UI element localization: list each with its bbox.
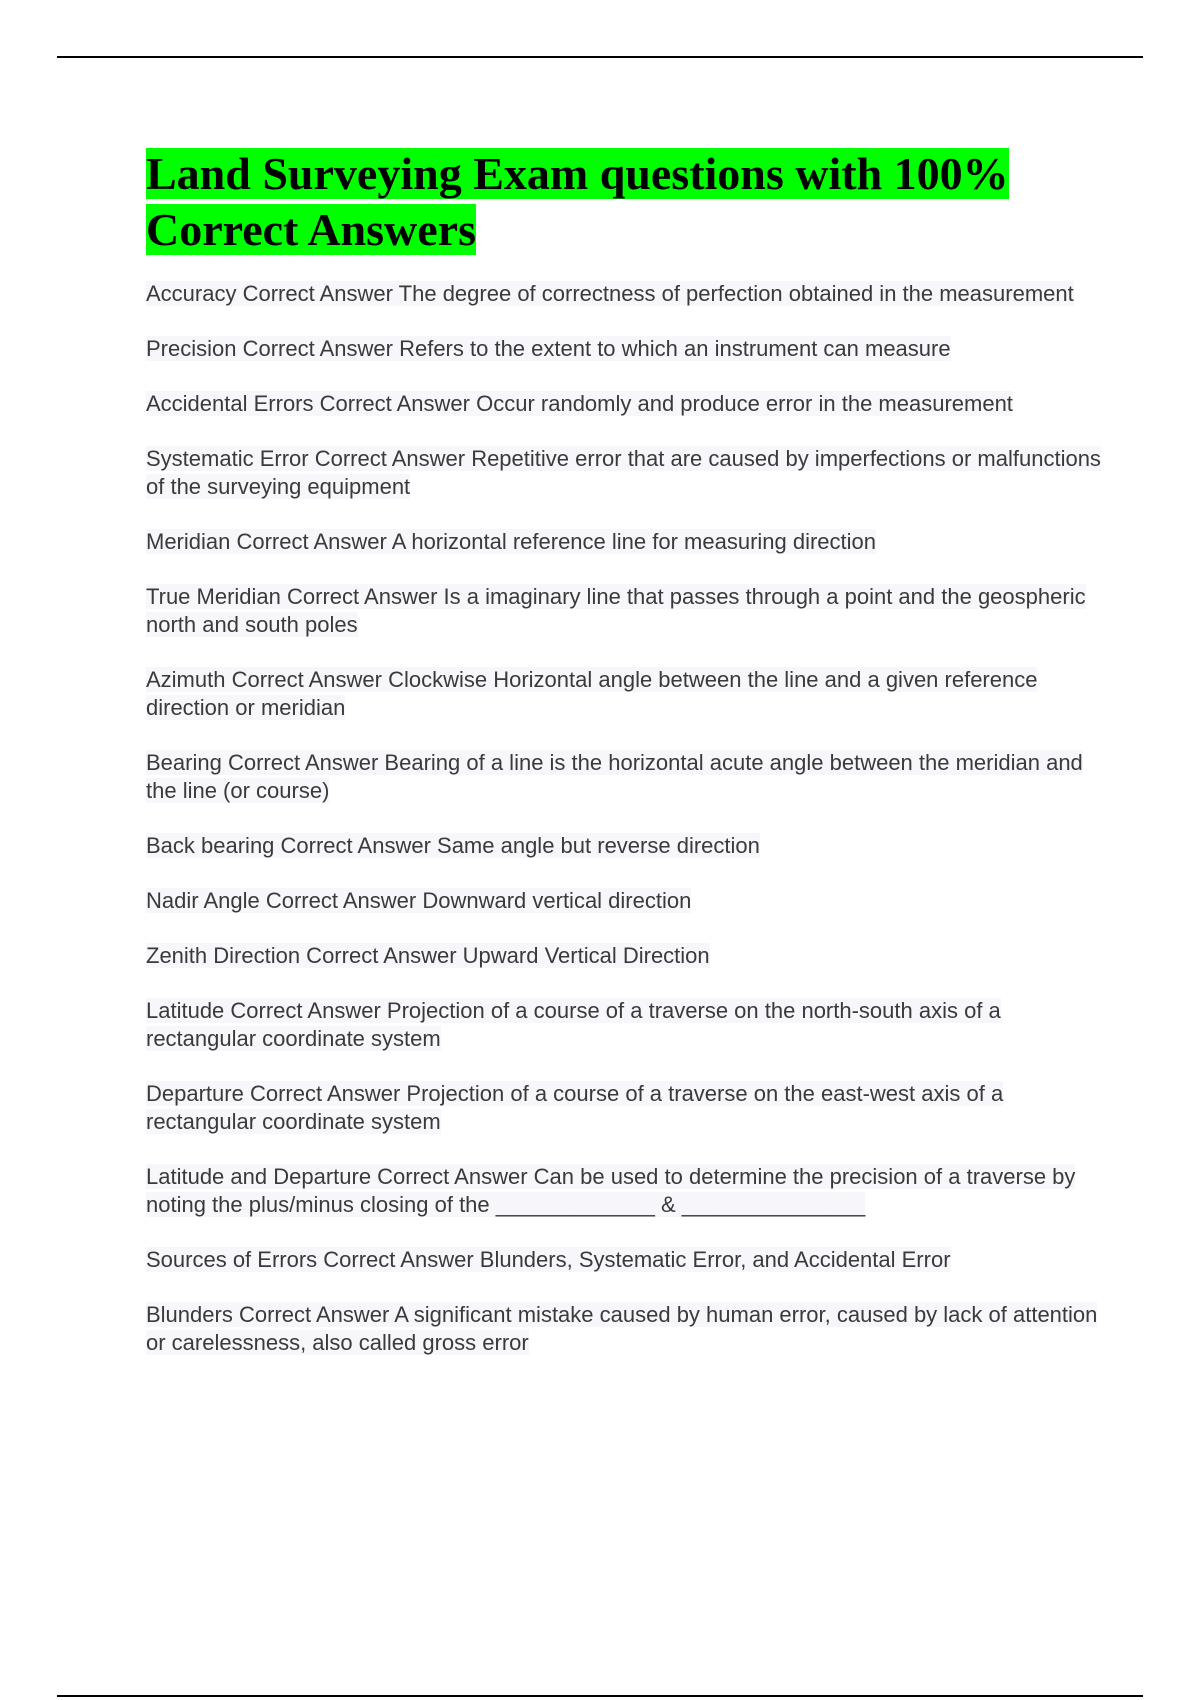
qa-item xyxy=(146,832,1106,860)
qa-item xyxy=(146,997,1106,1053)
document-title-text: Land Surveying Exam questions with 100% Correct Answers xyxy=(146,148,1009,255)
qa-text: Accidental Errors Correct Answer Occur randomly and produce error in the measurement xyxy=(146,391,1013,416)
document-title xyxy=(146,146,1106,258)
qa-item xyxy=(146,583,1106,639)
qa-item xyxy=(146,1246,1106,1274)
qa-item xyxy=(146,887,1106,915)
qa-text: Bearing Correct Answer Bearing of a line is the horizontal acute angle between the meridian and the line (or course) xyxy=(146,750,1083,803)
qa-item xyxy=(146,1080,1106,1136)
qa-text: Latitude Correct Answer Projection of a course of a traverse on the north-south axis of a rectangular coordinate system xyxy=(146,998,1001,1051)
qa-item xyxy=(146,942,1106,970)
qa-item xyxy=(146,1301,1106,1357)
qa-text: True Meridian Correct Answer Is a imaginary line that passes through a point and the geospheric north and south poles xyxy=(146,584,1086,637)
qa-text: Meridian Correct Answer A horizontal reference line for measuring direction xyxy=(146,529,877,554)
qa-item xyxy=(146,445,1106,501)
qa-item xyxy=(146,390,1106,418)
qa-item xyxy=(146,749,1106,805)
qa-text: Sources of Errors Correct Answer Blunders, Systematic Error, and Accidental Error xyxy=(146,1247,951,1272)
qa-text: Systematic Error Correct Answer Repetitive error that are caused by imperfections or malfunctions of the surveying equipment xyxy=(146,446,1101,499)
qa-text: Latitude and Departure Correct Answer Can be used to determine the precision of a traverse by noting the plus/minus closing of the _____________ & _______________ xyxy=(146,1164,1076,1217)
page-top-rule xyxy=(57,56,1143,58)
qa-text: Zenith Direction Correct Answer Upward Vertical Direction xyxy=(146,943,710,968)
qa-item xyxy=(146,1163,1106,1219)
qa-text: Precision Correct Answer Refers to the extent to which an instrument can measure xyxy=(146,336,951,361)
qa-text: Nadir Angle Correct Answer Downward vertical direction xyxy=(146,888,692,913)
qa-text: Departure Correct Answer Projection of a course of a traverse on the east-west axis of a rectangular coordinate system xyxy=(146,1081,1004,1134)
qa-text: Azimuth Correct Answer Clockwise Horizontal angle between the line and a given reference direction or meridian xyxy=(146,667,1038,720)
document-body xyxy=(146,146,1106,1384)
qa-item xyxy=(146,528,1106,556)
qa-item xyxy=(146,280,1106,308)
qa-list xyxy=(146,280,1106,1357)
qa-text: Accuracy Correct Answer The degree of correctness of perfection obtained in the measurement xyxy=(146,281,1074,306)
qa-text: Back bearing Correct Answer Same angle but reverse direction xyxy=(146,833,760,858)
qa-item xyxy=(146,335,1106,363)
qa-text: Blunders Correct Answer A significant mistake caused by human error, caused by lack of attention or carelessness, also called gross error xyxy=(146,1302,1098,1355)
qa-item xyxy=(146,666,1106,722)
page-bottom-rule xyxy=(57,1695,1143,1697)
